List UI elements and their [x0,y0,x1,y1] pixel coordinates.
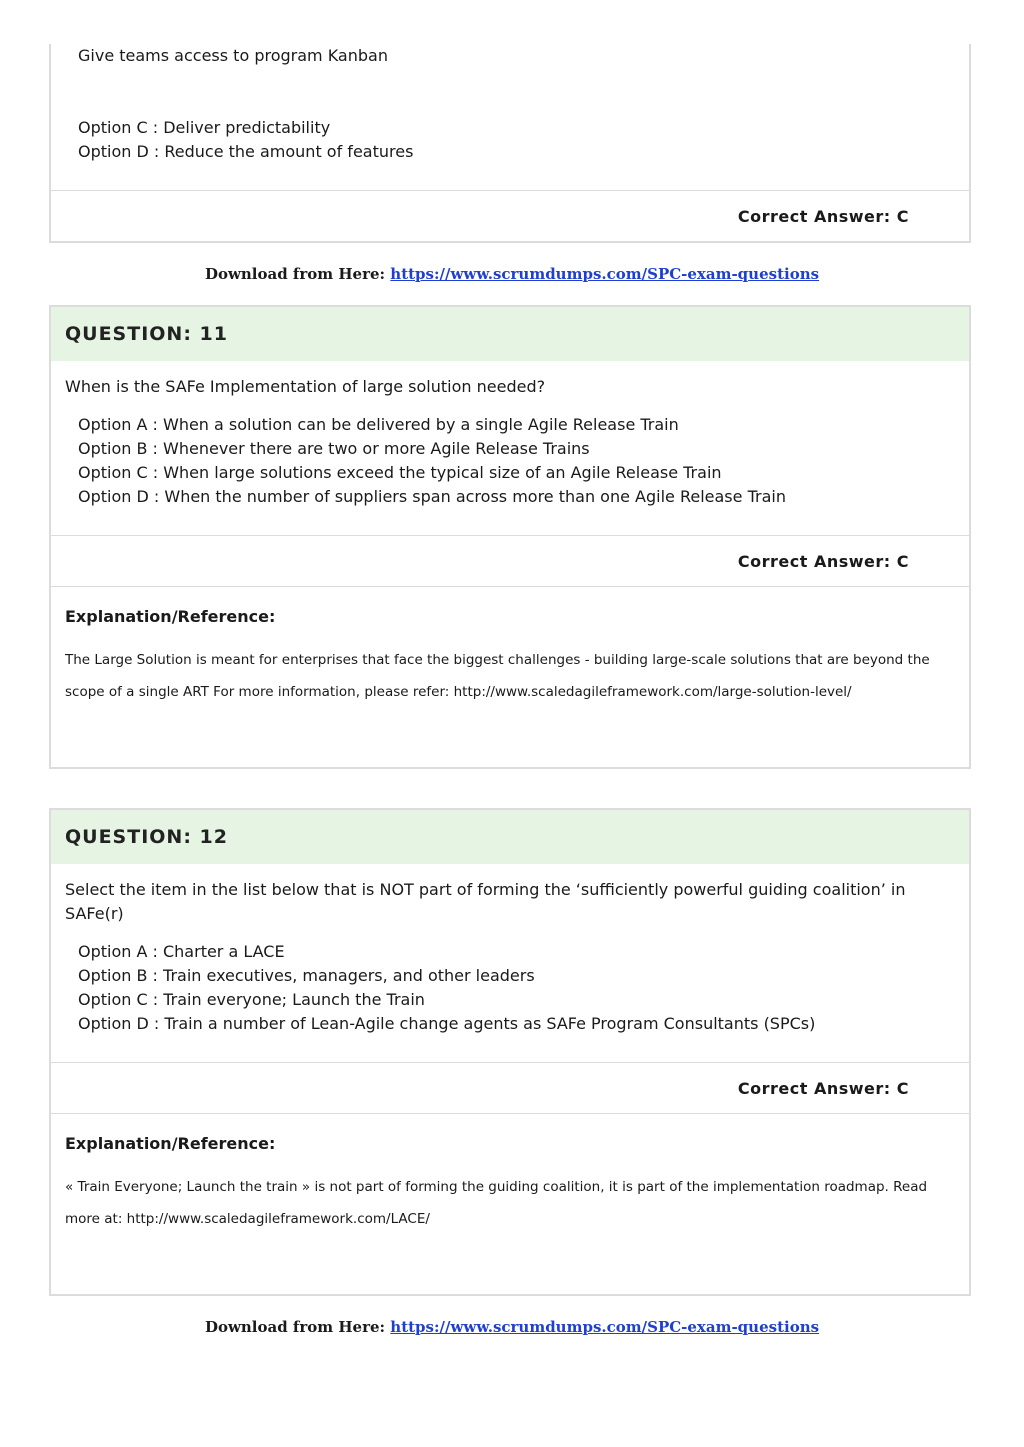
option-c: Option C : Train everyone; Launch the Train [78,990,425,1009]
download-banner [0,265,1024,283]
option-a: Option A : Charter a LACE [78,942,285,961]
question-title: QUESTION: 12 [51,810,969,864]
download-label: Download from Here: [204,1318,386,1336]
option-d: Option D : Train a number of Lean-Agile change agents as SAFe Program Consultants (SPCs) [78,1014,816,1033]
explanation-text: The Large Solution is meant for enterprises that face the biggest challenges - building large-scale solutions that are beyond the scope of a single ART For more information, please refer: http://www.scaledagileframework.com/large-solution-level/ [65,652,930,700]
correct-answer: Correct Answer: C [737,1078,909,1098]
question-text-continued: Give teams access to program Kanban [78,46,388,65]
explanation-title: Explanation/Reference: [65,607,276,626]
download-link[interactable]: https://www.scrumdumps.com/SPC-exam-questions [390,1318,820,1336]
question-title: QUESTION: 11 [51,307,969,361]
download-banner [0,1318,1024,1336]
options-list [65,413,955,509]
option-a: Option A : When a solution can be delivered by a single Agile Release Train [78,415,679,434]
option-b: Option B : Whenever there are two or more Agile Release Trains [78,439,590,458]
question-card-partial [49,44,971,243]
option-d: Option D : Reduce the amount of features [78,142,414,161]
question-text: Select the item in the list below that is NOT part of forming the ‘sufficiently powerful guiding coalition’ in SAFe(r) [65,880,906,923]
correct-answer: Correct Answer: C [737,206,909,226]
option-d: Option D : When the number of suppliers span across more than one Agile Release Train [78,487,786,506]
question-card-11 [49,305,971,769]
options-list [65,44,955,164]
correct-answer: Correct Answer: C [737,551,909,571]
option-c: Option C : When large solutions exceed the typical size of an Agile Release Train [78,463,722,482]
download-label: Download from Here: [204,265,386,283]
question-card-12 [49,808,971,1296]
option-c: Option C : Deliver predictability [78,118,331,137]
download-link[interactable]: https://www.scrumdumps.com/SPC-exam-questions [390,265,820,283]
explanation-section [51,587,969,732]
explanation-title: Explanation/Reference: [65,1134,276,1153]
explanation-section [51,1114,969,1259]
options-list [65,940,955,1036]
option-b: Option B : Train executives, managers, and other leaders [78,966,535,985]
question-text: When is the SAFe Implementation of large solution needed? [65,377,546,396]
explanation-text: « Train Everyone; Launch the train » is not part of forming the guiding coalition, it is part of the implementation roadmap. Read more at: http://www.scaledagileframework.com/LACE/ [65,1179,928,1227]
